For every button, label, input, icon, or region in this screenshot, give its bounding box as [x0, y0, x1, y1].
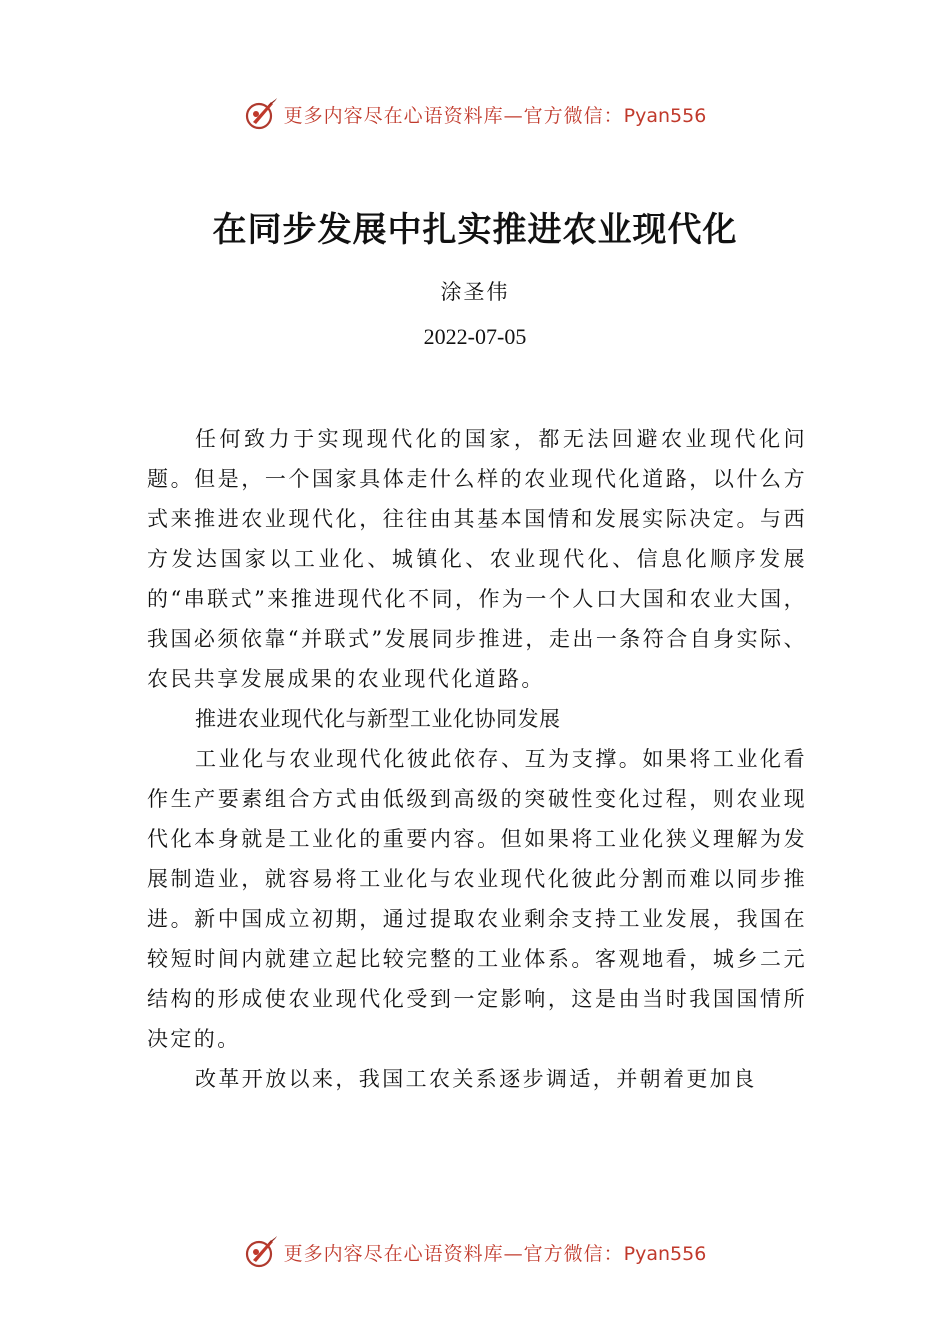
section-heading: 推进农业现代化与新型工业化协同发展	[195, 707, 561, 731]
wechat-id: Pyan556	[623, 104, 707, 127]
article-author: 涂圣伟	[440, 280, 510, 304]
article-date: 2022-07-05	[423, 324, 527, 349]
paragraph-intro: 任何致力于实现现代化的国家，都无法回避农业现代化问题。但是，一个国家具体走什么样的农业现代化道路，以什么方式来推进农业现代化，往往由其基本国情和发展实际决定。与西方发达国家以工业化、城镇化、农业现代化、信息化顺序发展的“串联式”来推进现代化不同，作为一个人口大国和农业大国，我国必须依靠“并联式”发展同步推进，走出一条符合自身实际、农民共享发展成果的农业现代化道路。	[147, 427, 807, 691]
header-watermark	[0, 94, 950, 134]
quill-logo-icon	[244, 1235, 278, 1269]
paragraph-section-2: 改革开放以来，我国工农关系逐步调适，并朝着更加良	[195, 1067, 757, 1091]
paragraph-section-1: 工业化与农业现代化彼此依存、互为支撑。如果将工业化看作生产要素组合方式由低级到高级的突破性变化过程，则农业现代化本身就是工业化的重要内容。但如果将工业化狭义理解为发展制造业，就容易将工业化与农业现代化彼此分割而难以同步推进。新中国成立初期，通过提取农业剩余支持工业发展，我国在较短时间内就建立起比较完整的工业体系。客观地看，城乡二元结构的形成使农业现代化受到一定影响，这是由当时我国国情所决定的。	[147, 747, 807, 1051]
wechat-id: Pyan556	[623, 1242, 707, 1265]
article-title: 在同步发展中扎实推进农业现代化	[212, 210, 738, 250]
quill-logo-icon	[244, 97, 278, 131]
footer-watermark	[0, 1232, 950, 1272]
article-body	[147, 419, 807, 1099]
watermark-text: 更多内容尽在心语资料库—官方微信：Pyan556	[283, 104, 707, 127]
watermark-text: 更多内容尽在心语资料库—官方微信：Pyan556	[283, 1242, 707, 1265]
